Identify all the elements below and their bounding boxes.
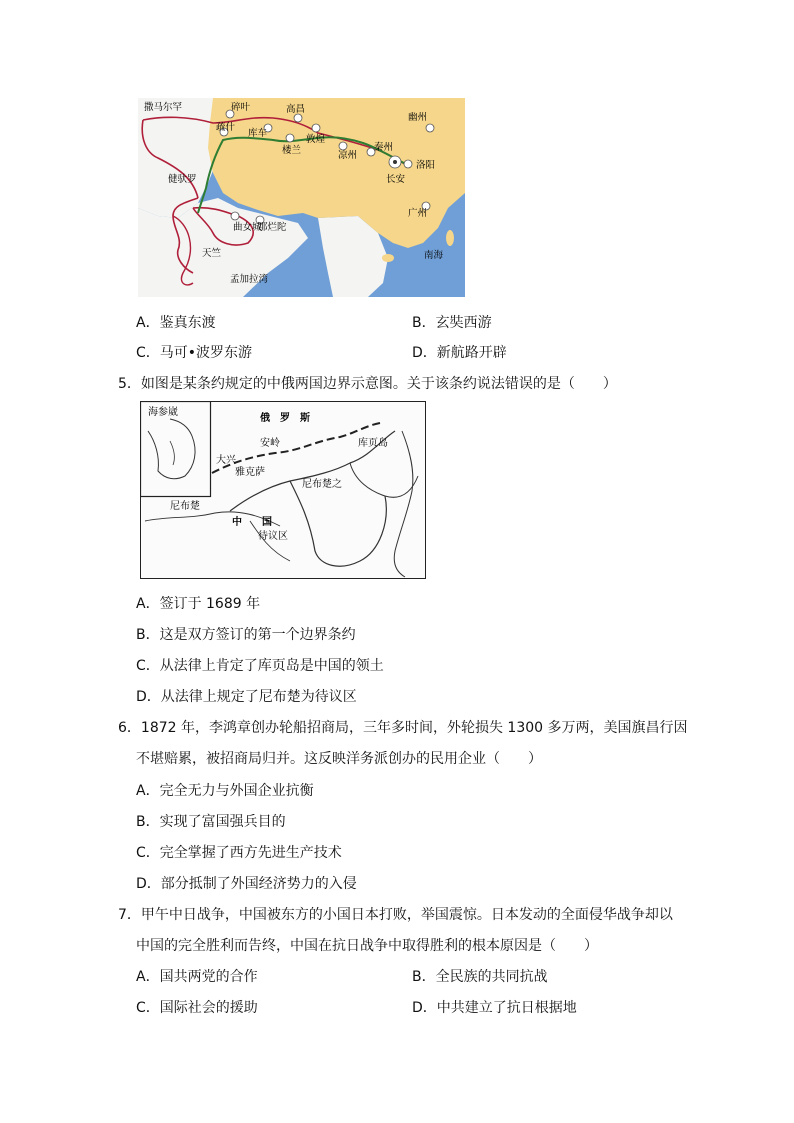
label-youzhou: 幽州 [408, 112, 428, 123]
q7-stem-line1: 7．甲午中日战争，中国被东方的小国日本打败，举国震惊。日本发动的全面侵华战争却以 [118, 907, 673, 923]
q5-stem: 5．如图是某条约规定的中俄两国边界示意图。关于该条约说法错误的是（ ） [118, 376, 617, 392]
q7-option-a[interactable]: A．国共两党的合作 [136, 969, 258, 985]
q6-stem-line1: 6．1872 年，李鸿章创办轮船招商局，三年多时间，外轮损失 1300 多万两，美国旗昌行因 [118, 720, 688, 736]
label-samarkand: 撒马尔罕 [144, 102, 183, 113]
q7-option-c[interactable]: C．国际社会的援助 [136, 1000, 258, 1016]
q6-option-c[interactable]: C．完全掌握了西方先进生产技术 [136, 845, 342, 861]
label-mengjialawan: 孟加拉湾 [230, 274, 269, 285]
q6-stem-line2: 不堪赔累，被招商局归并。这反映洋务派创办的民用企业（ ） [136, 751, 542, 767]
map2-label-haishen: 海参崴 [148, 407, 178, 418]
q4-option-a[interactable]: A．鉴真东渡 [136, 315, 216, 331]
label-guangzhou: 广州 [408, 208, 428, 219]
label-gaochang: 高昌 [286, 104, 306, 115]
map2-label-zhengqu: 待议区 [258, 531, 288, 542]
map2-label-yaksa: 雅克萨 [235, 467, 265, 478]
q7-option-d[interactable]: D．中共建立了抗日根据地 [412, 1000, 577, 1016]
q5-option-a[interactable]: A．签订于 1689 年 [136, 596, 261, 612]
map2-label-russia: 俄 罗 斯 [260, 413, 310, 424]
q7-stem-line2: 中国的完全胜利而告终，中国在抗日战争中取得胜利的根本原因是（ ） [136, 938, 598, 954]
q5-option-d[interactable]: D．从法律上规定了尼布楚为待议区 [136, 689, 357, 705]
q4-option-d[interactable]: D．新航路开辟 [412, 345, 507, 361]
label-tianzhu: 天竺 [202, 248, 222, 259]
label-suiye: 碎叶 [231, 102, 251, 113]
q4-option-b[interactable]: B．玄奘西游 [412, 315, 492, 331]
label-nalantuo: 那烂陀 [258, 222, 287, 233]
q6-option-b[interactable]: B．实现了富国强兵目的 [136, 814, 286, 830]
q5-option-c[interactable]: C．从法律上肯定了库页岛是中国的领土 [136, 658, 384, 674]
label-nanhai: 南海 [424, 250, 444, 261]
map2-label-china: 中 国 [232, 517, 272, 528]
map2-label-anling: 安岭 [260, 438, 280, 449]
label-changan: 长安 [386, 174, 406, 185]
xuanzang-route-map [138, 98, 465, 297]
map2-label-jixin: 尼布楚之 [302, 479, 342, 490]
map2-label-nibuchu: 尼布楚 [170, 501, 200, 512]
label-jiantuoluo: 健驮罗 [168, 174, 197, 185]
q6-option-a[interactable]: A．完全无力与外国企业抗衡 [136, 783, 314, 799]
label-dunhuang: 敦煌 [306, 134, 326, 145]
q5-option-b[interactable]: B．这是双方签订的第一个边界条约 [136, 627, 356, 643]
label-liangzhou: 凉州 [338, 150, 358, 161]
label-qunucheng: 曲女城 [233, 222, 262, 233]
label-loulan: 楼兰 [282, 145, 302, 156]
label-qinzhou: 秦州 [374, 142, 394, 153]
label-luoyang: 洛阳 [416, 160, 436, 171]
label-kuche: 库车 [248, 128, 268, 139]
map2-label-daxing: 大兴 [216, 455, 236, 466]
q7-option-b[interactable]: B．全民族的共同抗战 [412, 969, 548, 985]
q6-option-d[interactable]: D．部分抵制了外国经济势力的入侵 [136, 876, 357, 892]
sino-russian-border-map [140, 401, 426, 579]
map2-label-kuyedao: 库页岛 [358, 438, 388, 449]
label-shule: 疏什 [216, 122, 236, 133]
q4-option-c[interactable]: C．马可•波罗东游 [136, 345, 253, 361]
